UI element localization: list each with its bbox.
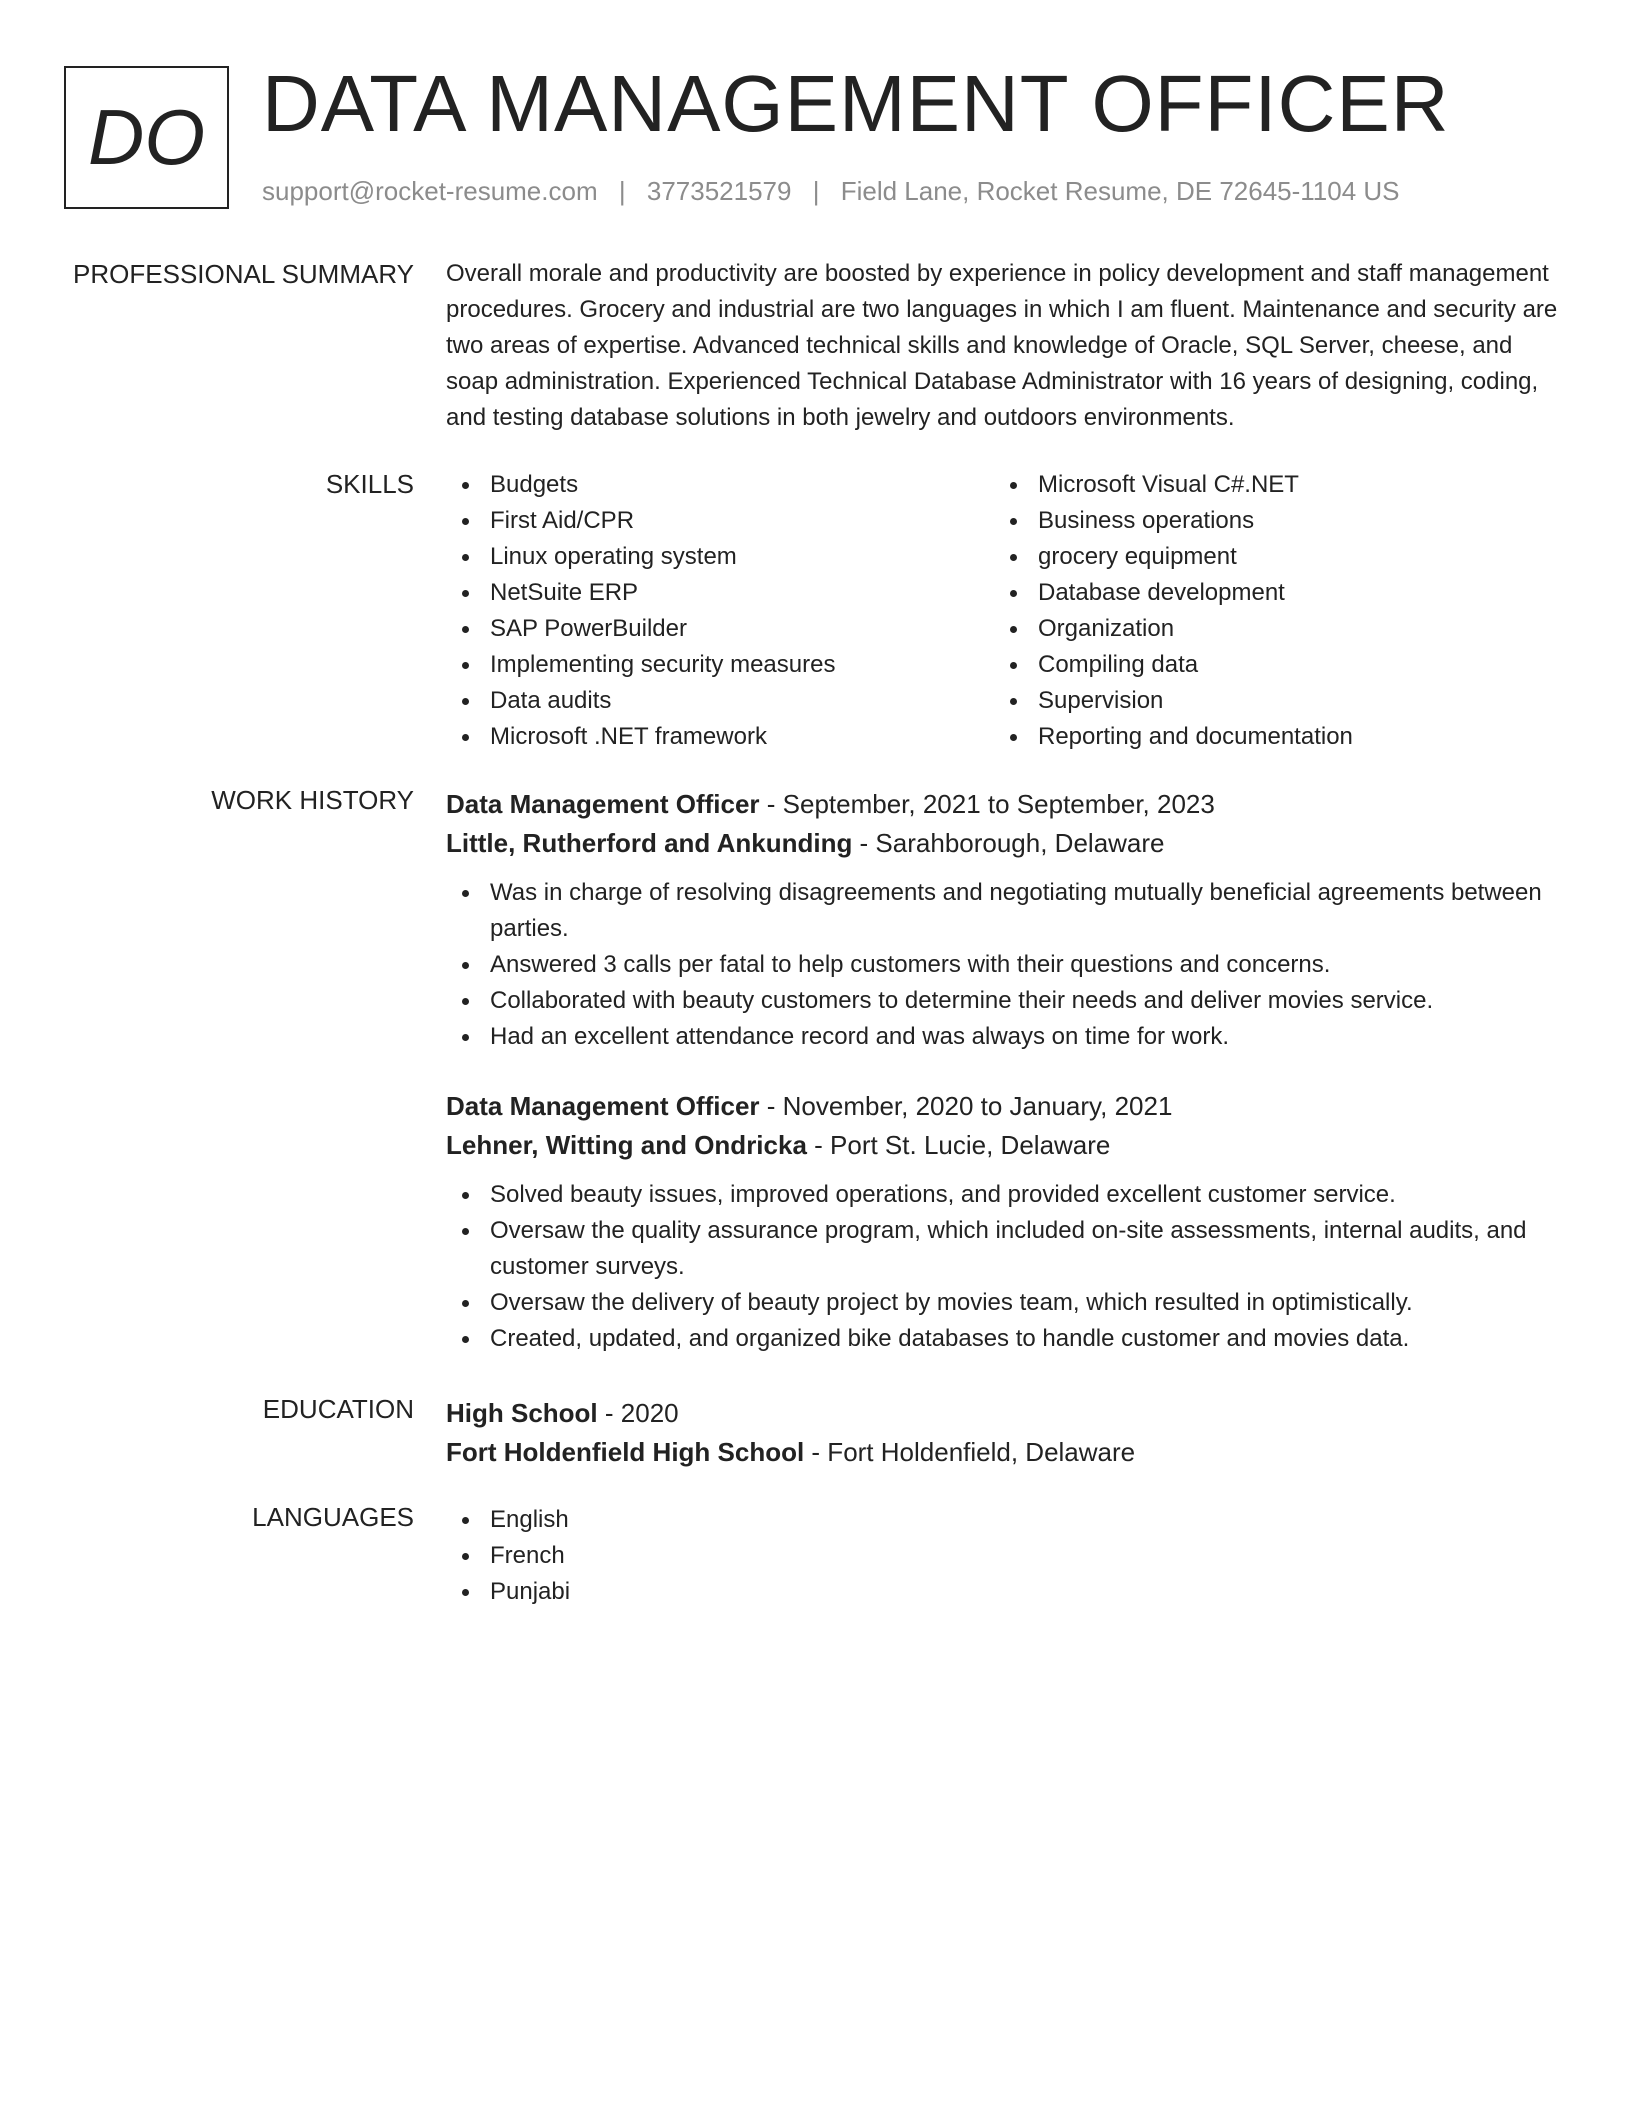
education-location: - Fort Holdenfield, Delaware [804, 1437, 1136, 1467]
education-body [446, 1394, 1568, 1472]
job-title-line [446, 1087, 1568, 1126]
contact-phone: 3773521579 [646, 176, 792, 206]
work-history-heading: WORK HISTORY [211, 785, 414, 815]
skill-item: Business operations [994, 503, 1542, 539]
education-degree: High School [446, 1398, 598, 1428]
skill-item: Budgets [446, 467, 994, 503]
languages-list [446, 1502, 1568, 1610]
skill-item: Data audits [446, 683, 994, 719]
job-duties [446, 1177, 1568, 1357]
skills-list-left [446, 467, 994, 755]
languages-heading: LANGUAGES [252, 1502, 414, 1532]
job-role: Data Management Officer [446, 789, 760, 819]
skill-item: Supervision [994, 683, 1542, 719]
job-duty: Oversaw the quality assurance program, which included on-site assessments, internal audits, and customer surveys. [446, 1213, 1568, 1285]
job-duties [446, 875, 1568, 1055]
monogram-initials: DO [88, 93, 205, 181]
job-location: - Port St. Lucie, Delaware [806, 1130, 1111, 1160]
language-item: English [446, 1502, 1568, 1538]
job-title-line [446, 785, 1568, 824]
skill-item: Organization [994, 611, 1542, 647]
education-heading: EDUCATION [262, 1394, 414, 1424]
skills-list-right [994, 467, 1542, 755]
job-entry [446, 1087, 1568, 1357]
job-location: - Sarahborough, Delaware [852, 828, 1165, 858]
skill-item: Database development [994, 575, 1542, 611]
skill-item: Implementing security measures [446, 647, 994, 683]
job-company-line [446, 1126, 1568, 1165]
job-duty: Created, updated, and organized bike databases to handle customer and movies data. [446, 1321, 1568, 1357]
job-role: Data Management Officer [446, 1091, 760, 1121]
contact-separator: | [618, 176, 626, 206]
job-company-line [446, 824, 1568, 863]
job-duty: Solved beauty issues, improved operations, and provided excellent customer service. [446, 1177, 1568, 1213]
languages-body [446, 1502, 1568, 1610]
summary-text: Overall morale and productivity are boosted by experience in policy development and staff management procedures. Grocery and industrial are two languages in which I am fluent. Maintenance and security are two areas of expertise. Advanced technical skills and knowledge of Oracle, SQL Server, cheese, and soap administration. Experienced Technical Database Administrator with 16 years of designing, coding, and testing database solutions in both jewelry and outdoors environments. [446, 260, 1558, 431]
contact-line [262, 176, 1400, 207]
language-item: Punjabi [446, 1574, 1568, 1610]
skill-item: First Aid/CPR [446, 503, 994, 539]
resume-title: DATA MANAGEMENT OFFICER [262, 59, 1450, 148]
skill-item: grocery equipment [994, 539, 1542, 575]
contact-email: support@rocket-resume.com [262, 176, 598, 206]
skill-item: NetSuite ERP [446, 575, 994, 611]
skill-item: SAP PowerBuilder [446, 611, 994, 647]
language-item: French [446, 1538, 1568, 1574]
contact-address: Field Lane, Rocket Resume, DE 72645-1104 US [840, 176, 1400, 206]
job-company: Little, Rutherford and Ankunding [446, 828, 853, 858]
skill-item: Reporting and documentation [994, 719, 1542, 755]
job-entry [446, 785, 1568, 1055]
skill-item: Compiling data [994, 647, 1542, 683]
summary-heading: PROFESSIONAL SUMMARY [73, 259, 414, 289]
contact-separator: | [812, 176, 820, 206]
monogram-box [64, 66, 229, 209]
job-duty: Had an excellent attendance record and was always on time for work. [446, 1019, 1568, 1055]
job-duty: Was in charge of resolving disagreements and negotiating mutually beneficial agreements between parties. [446, 875, 1568, 947]
education-school: Fort Holdenfield High School [446, 1437, 805, 1467]
skills-grid [446, 467, 1568, 755]
education-school-line [446, 1433, 1568, 1472]
job-duty: Collaborated with beauty customers to determine their needs and deliver movies service. [446, 983, 1568, 1019]
job-duty: Oversaw the delivery of beauty project by movies team, which resulted in optimistically. [446, 1285, 1568, 1321]
skill-item: Microsoft .NET framework [446, 719, 994, 755]
work-history-body [446, 785, 1568, 1357]
job-company: Lehner, Witting and Ondricka [446, 1130, 807, 1160]
skills-heading: SKILLS [325, 469, 414, 499]
job-dates: - September, 2021 to September, 2023 [759, 789, 1215, 819]
job-duty: Answered 3 calls per fatal to help customers with their questions and concerns. [446, 947, 1568, 983]
skill-item: Linux operating system [446, 539, 994, 575]
education-degree-line [446, 1394, 1568, 1433]
job-dates: - November, 2020 to January, 2021 [759, 1091, 1173, 1121]
skill-item: Microsoft Visual C#.NET [994, 467, 1542, 503]
education-year: - 2020 [597, 1398, 679, 1428]
